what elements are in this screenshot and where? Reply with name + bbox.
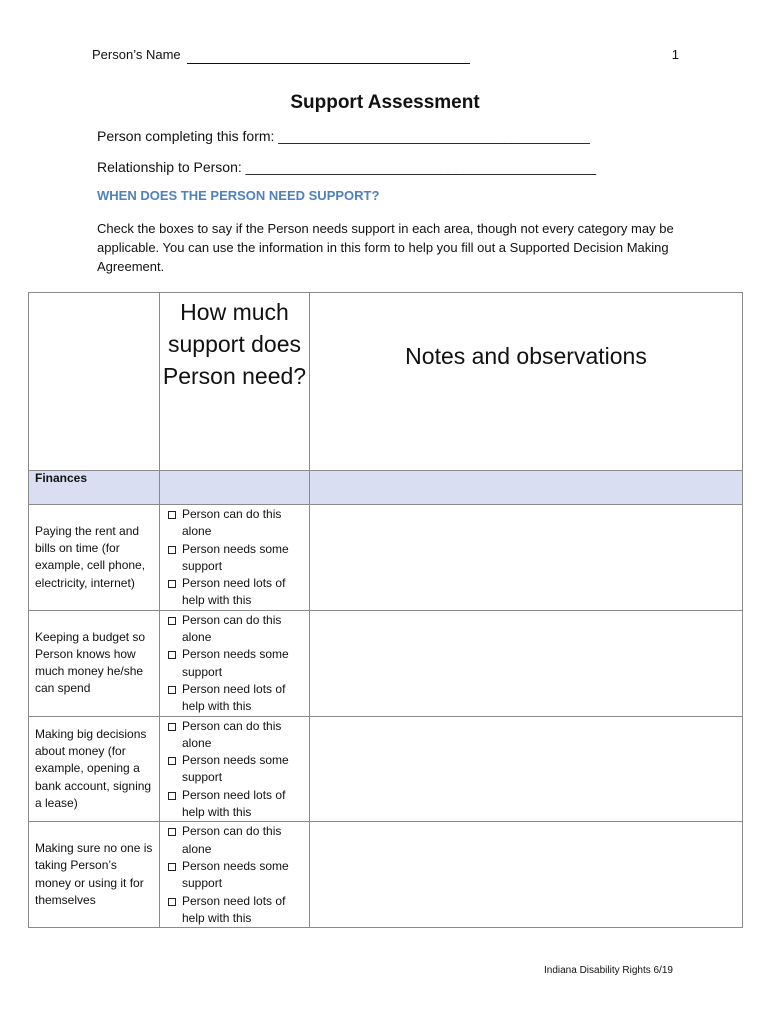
support-options-list (160, 822, 309, 927)
option-label: Person needs some support (182, 541, 289, 573)
option-label: Person can do this alone (182, 718, 282, 750)
table-row (29, 610, 743, 716)
notes-cell[interactable] (310, 505, 743, 611)
category-label: Finances (29, 471, 160, 505)
checkbox[interactable] (168, 828, 176, 836)
support-option (168, 823, 309, 858)
notes-cell[interactable] (310, 610, 743, 716)
support-option (168, 752, 309, 787)
support-option (168, 718, 309, 753)
item-label: Making sure no one is taking Person’s money or using it for themselves (29, 822, 160, 928)
page-header (92, 47, 682, 67)
option-label: Person can do this alone (182, 612, 282, 645)
checkbox[interactable] (168, 686, 176, 694)
relationship-field[interactable]: Relationship to Person: _____________________________________________ (97, 159, 597, 175)
support-options-list (160, 611, 309, 716)
support-option (168, 893, 309, 928)
checkbox[interactable] (168, 863, 176, 871)
support-option (168, 681, 309, 716)
support-option (168, 506, 309, 541)
item-label: Keeping a budget so Person knows how much money he/she can spend (29, 610, 160, 716)
persons-name-label: Person’s Name (92, 47, 181, 62)
support-options-list (160, 717, 309, 822)
checkbox[interactable] (168, 792, 176, 800)
option-label: Person can do this alone (182, 507, 282, 539)
instructions-text: Check the boxes to say if the Person needs support in each area, though not every category may be applicable. You can use the information in this form to help you fill out a Supported Decision Making Agreement. (97, 221, 674, 274)
table-row (29, 505, 743, 611)
item-label: Making big decisions about money (for example, opening a bank account, signing a lease) (29, 716, 160, 822)
support-column-header: How much support does Person need? (160, 293, 310, 471)
option-label: Person need lots of help with this (182, 576, 286, 608)
option-label: Person needs some support (182, 858, 289, 891)
support-option (168, 541, 309, 576)
persons-name-field[interactable] (187, 63, 470, 64)
empty-header-cell (29, 293, 160, 471)
option-label: Person needs some support (182, 647, 289, 679)
option-label: Person needs some support (182, 753, 289, 785)
checkbox[interactable] (168, 723, 176, 731)
support-option (168, 787, 309, 822)
support-options-cell (160, 505, 310, 611)
person-completing-field[interactable]: Person completing this form: ________________________________________ (97, 128, 590, 144)
notes-cell[interactable] (310, 716, 743, 822)
table-row (29, 716, 743, 822)
support-option (168, 612, 309, 647)
option-label: Person need lots of help with this (182, 681, 286, 714)
notes-column-header: Notes and observations (310, 293, 743, 471)
item-label: Paying the rent and bills on time (for example, cell phone, electricity, internet) (29, 505, 160, 611)
option-label: Person can do this alone (182, 824, 282, 856)
support-options-list (160, 505, 309, 610)
page-number: 1 (671, 47, 679, 62)
option-label: Person need lots of help with this (182, 787, 286, 820)
checkbox[interactable] (168, 511, 176, 519)
category-support-cell (160, 471, 310, 505)
section-heading: WHEN DOES THE PERSON NEED SUPPORT? (97, 188, 380, 203)
checkbox[interactable] (168, 546, 176, 554)
checkbox[interactable] (168, 580, 176, 588)
support-options-cell (160, 610, 310, 716)
support-options-cell (160, 822, 310, 928)
category-notes-cell (310, 471, 743, 505)
support-option (168, 575, 309, 610)
checkbox[interactable] (168, 617, 176, 625)
option-label: Person need lots of help with this (182, 893, 286, 925)
checkbox[interactable] (168, 898, 176, 906)
checkbox[interactable] (168, 651, 176, 659)
category-row (29, 471, 743, 505)
assessment-table (28, 292, 743, 928)
table-header-row (29, 293, 743, 471)
footer-text: Indiana Disability Rights 6/19 (544, 965, 673, 976)
support-option (168, 646, 309, 681)
support-options-cell (160, 716, 310, 822)
checkbox[interactable] (168, 757, 176, 765)
table-row (29, 822, 743, 928)
notes-cell[interactable] (310, 822, 743, 928)
page-title: Support Assessment (290, 92, 480, 113)
support-option (168, 858, 309, 893)
